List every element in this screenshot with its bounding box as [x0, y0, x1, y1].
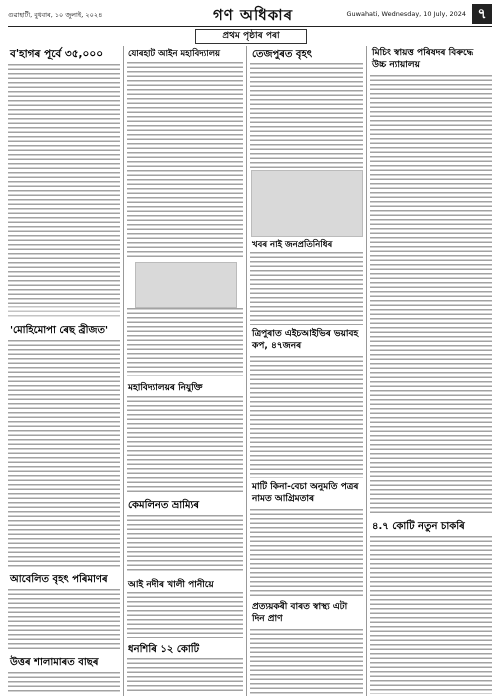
headline-b3: কেমলিনত ভ্ৰাম্যিৰ: [128, 500, 200, 511]
article-body: [370, 536, 492, 694]
article-body: [8, 672, 120, 694]
headline-c4: মাটি কিনা-বেচা অনুমতি পত্ৰৰ নামত আগ্ৰিমতাৰ: [252, 482, 359, 504]
headline-b5: ধনশিৰি ১২ কোটি: [128, 644, 200, 655]
headline-c3: ত্ৰিপুৰাত এইচআইভিৰ ভয়াবহ কপ, ৪৭জনৰ: [252, 329, 359, 351]
headline-b4: আই নদীৰ খালী পানীয়ে: [128, 580, 214, 590]
article-body: [8, 64, 120, 304]
news-photo: [251, 170, 363, 237]
page-number: ৭: [472, 4, 492, 24]
headline-c1: তেজপুৰত বৃহৎ: [252, 49, 313, 60]
masthead-date-left: গুৱাহাটী, বুধবাৰ, ১০ জুলাই, ২০২৪: [8, 11, 103, 19]
article-body: [127, 308, 243, 376]
column-rule: [123, 46, 124, 696]
article-body: [127, 658, 243, 694]
masthead-date-right: Guwahati, Wednesday, 10 July, 2024: [346, 10, 466, 18]
article-body: [127, 62, 243, 260]
article-body: [250, 356, 363, 478]
section-banner: প্ৰথম পৃষ্ঠাৰ পৰা: [195, 29, 307, 44]
headline-c5: প্ৰত্যয়কৰী বাৰত স্বাস্থ্য এটা দিন প্ৰাণ: [252, 602, 348, 624]
headline-d1: মিচিং স্বায়ত্ত পৰিষদৰ বিৰুদ্ধে উচ্চ ন্যায়ালয়: [372, 48, 474, 70]
headline-a2: 'মোহিমোপা ৰেছ ব্ৰীজত': [10, 325, 109, 336]
headline-d2: ৪.৭ কোটি নতুন চাকৰি: [372, 521, 465, 532]
headline-a1: ব'হাগৰ পূৰ্বে ৩৫,০০০: [10, 48, 104, 60]
headline-b1: যোৰহাট আইন মহাবিদ্যালয়: [128, 49, 221, 59]
headline-b2: মহাবিদ্যালয়ৰ নিযুক্তি: [128, 383, 203, 393]
column-rule: [366, 46, 367, 696]
article-body: [127, 515, 243, 573]
masthead-title: গণ অধিকাৰ: [212, 6, 294, 24]
article-body: [250, 252, 363, 325]
article-body: [127, 592, 243, 638]
article-body: [250, 63, 363, 168]
headline-c2: খবৰ নাই জনপ্ৰতিনিধিৰ: [252, 240, 333, 250]
article-body: [370, 75, 492, 515]
article-body: [8, 306, 120, 318]
article-body: [250, 629, 363, 694]
news-photo: [135, 262, 237, 308]
article-body: [8, 340, 120, 568]
article-body: [127, 396, 243, 494]
headline-a3: আবেলিত বৃহৎ পৰিমাণৰ: [10, 574, 108, 585]
article-body: [250, 509, 363, 597]
masthead: [8, 4, 492, 27]
article-body: [8, 589, 120, 651]
column-rule: [246, 46, 247, 696]
headline-a4: উত্তৰ শালামাৰত বাছৰ: [10, 657, 99, 668]
